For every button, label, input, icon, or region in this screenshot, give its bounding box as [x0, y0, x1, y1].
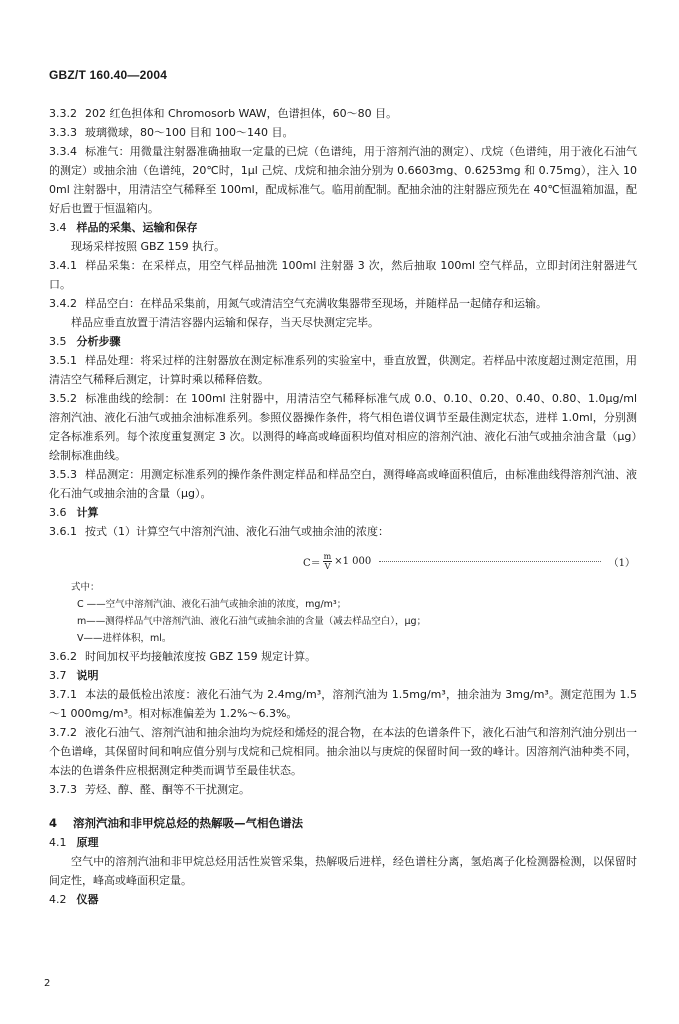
clause-number: 3.7.1 [49, 688, 77, 701]
clause-3-4-1 [49, 256, 637, 294]
clause-3-3-2 [49, 104, 637, 123]
clause-3-7-1 [49, 685, 637, 723]
section-title: 仪器 [76, 893, 99, 906]
formula-label: （1） [608, 557, 635, 569]
section-heading-4-2 [49, 890, 637, 909]
clause-number: 3.4.2 [49, 297, 77, 310]
formula-lhs: C＝ [303, 557, 321, 569]
section-number: 3.6 [49, 506, 67, 519]
paragraph-3-4-2-extra: 样品应垂直放置于清洁容器内运输和保存，当天尽快测定完毕。 [71, 316, 379, 329]
clause-text: 样品测定：用测定标准系列的操作条件测定样品和样品空白，测得峰高或峰面积值后，由标准曲线得溶剂汽油、液化石油气或抽余油的含量（μg）。 [49, 468, 637, 500]
formula-fraction [323, 552, 333, 571]
chapter-title: 溶剂汽油和非甲烷总烃的热解吸—气相色谱法 [73, 816, 304, 830]
section-heading-3-7 [49, 666, 637, 685]
definitions-label: 式中： [71, 582, 100, 593]
section-title: 分析步骤 [76, 335, 121, 348]
clause-text: 时间加权平均接触浓度按 GBZ 159 规定计算。 [85, 650, 317, 663]
clause-number: 3.3.3 [49, 126, 77, 139]
clause-text: 样品采集：在采样点，用空气样品抽洗 100ml 注射器 3 次，然后抽取 100ml 空气样品，立即封闭注射器进气口。 [49, 259, 637, 291]
section-heading-4-1 [49, 833, 637, 852]
paragraph-3-4-intro: 现场采样按照 GBZ 159 执行。 [71, 240, 226, 253]
clause-number: 3.3.2 [49, 107, 77, 120]
clause-text: 标准曲线的绘制：在 100ml 注射器中，用清洁空气稀释标准气成 0.0、0.10、0.20、0.40、0.80、1.0μg/ml 溶剂汽油、液化石油气或抽余油标准系列。参照仪器操作条件，将气相色谱仪调节至最佳测定状态，进样 1.0ml，分别测定各标准系列。每个浓度重复测定 3 次。以测得的峰高或峰面积均值对相应的溶剂汽油、液化石油气或抽余油含量（μg）绘制标准曲线。 [49, 392, 637, 462]
section-title: 原理 [76, 836, 99, 849]
section-number: 3.4 [49, 221, 67, 234]
clause-text: 202 红色担体和 Chromosorb WAW，色谱担体，60～80 目。 [85, 107, 398, 120]
clause-text: 样品空白：在样品采集前，用氮气或清洁空气充满收集器带至现场，并随样品一起储存和运输。 [85, 297, 547, 310]
clause-text: 按式（1）计算空气中溶剂汽油、液化石油气或抽余油的浓度： [85, 525, 389, 538]
section-title: 说明 [76, 669, 99, 682]
section-number: 3.5 [49, 335, 67, 348]
definition-v: V——进样体积，ml。 [77, 633, 172, 644]
clause-text: 液化石油气、溶剂汽油和抽余油均为烷烃和烯烃的混合物，在本法的色谱条件下，液化石油气和溶剂汽油分别出一个色谱峰，其保留时间和响应值分别与戊烷和己烷相同。抽余油以与庚烷的保留时间一致的峰计。因溶剂汽油种类不同，本法的色谱条件应根据测定种类而调节至最佳状态。 [49, 726, 637, 777]
page-number: 2 [44, 978, 51, 989]
clause-text: 样品处理：将采过样的注射器放在测定标准系列的实验室中，垂直放置，供测定。若样品中浓度超过测定范围，用清洁空气稀释后测定，计算时乘以稀释倍数。 [49, 354, 637, 386]
section-number: 4.1 [49, 836, 67, 849]
clause-3-6-1 [49, 522, 637, 541]
clause-number: 3.6.1 [49, 525, 77, 538]
chapter-number: 4 [49, 816, 58, 830]
formula-numerator: m [323, 551, 332, 561]
clause-3-5-1 [49, 351, 637, 389]
paragraph-4-1: 空气中的溶剂汽油和非甲烷总烃用活性炭管采集，热解吸后进样，经色谱柱分离，氢焰离子化检测器检测，以保留时间定性，峰高或峰面积定量。 [49, 855, 637, 887]
formula-expression [303, 552, 371, 571]
clause-number: 3.3.4 [49, 145, 77, 158]
clause-3-3-3 [49, 123, 637, 142]
section-heading-3-5 [49, 332, 637, 351]
document-body [49, 104, 637, 909]
clause-number: 3.5.3 [49, 468, 77, 481]
chapter-heading-4 [49, 813, 637, 833]
section-title: 样品的采集、运输和保存 [76, 221, 198, 234]
clause-3-6-2 [49, 647, 637, 666]
clause-3-7-3 [49, 780, 637, 799]
clause-text: 玻璃微球，80～100 目和 100～140 目。 [85, 126, 294, 139]
standard-code-header: GBZ/T 160.40—2004 [49, 68, 168, 82]
section-number: 3.7 [49, 669, 67, 682]
clause-3-3-4 [49, 142, 637, 218]
section-title: 计算 [76, 506, 99, 519]
section-number: 4.2 [49, 893, 67, 906]
formula-definitions [49, 579, 637, 647]
formula-1 [49, 545, 637, 577]
clause-number: 3.7.3 [49, 783, 77, 796]
clause-text: 本法的最低检出浓度：液化石油气为 2.4mg/m³，溶剂汽油为 1.5mg/m³，抽余油为 3mg/m³。测定范围为 1.5～1 000mg/m³。相对标准偏差为 1.2%～6.3%。 [49, 688, 637, 720]
clause-3-4-2 [49, 294, 637, 313]
section-heading-3-4 [49, 218, 637, 237]
section-heading-3-6 [49, 503, 637, 522]
formula-denominator: V [324, 561, 331, 571]
definition-c: C ——空气中溶剂汽油、液化石油气或抽余油的浓度，mg/m³； [77, 599, 347, 610]
clause-number: 3.7.2 [49, 726, 77, 739]
clause-3-5-3 [49, 465, 637, 503]
clause-3-7-2 [49, 723, 637, 780]
clause-number: 3.5.1 [49, 354, 77, 367]
clause-text: 芳烃、醇、醛、酮等不干扰测定。 [85, 783, 250, 796]
formula-leader-dots [379, 561, 600, 562]
clause-number: 3.6.2 [49, 650, 77, 663]
clause-3-5-2 [49, 389, 637, 465]
definition-m: m——测得样品气中溶剂汽油、液化石油气或抽余油的含量（减去样品空白），μg； [77, 616, 427, 627]
clause-text: 标准气：用微量注射器准确抽取一定量的已烷（色谱纯，用于溶剂汽油的测定）、戊烷（色谱纯，用于液化石油气的测定）或抽余油（色谱纯，20℃时，1μl 己烷、戊烷和抽余油分别为 0.6603mg、0.6253mg 和 0.75mg），注入 100ml 注射器中，用清洁空气稀释至 100ml，配成标准气。临用前配制。配抽余油的注射器应预先在 40℃恒温箱加温，配好后也置于恒温箱内。 [49, 145, 637, 215]
clause-number: 3.5.2 [49, 392, 77, 405]
formula-rhs: ×1 000 [334, 555, 372, 567]
clause-number: 3.4.1 [49, 259, 77, 272]
